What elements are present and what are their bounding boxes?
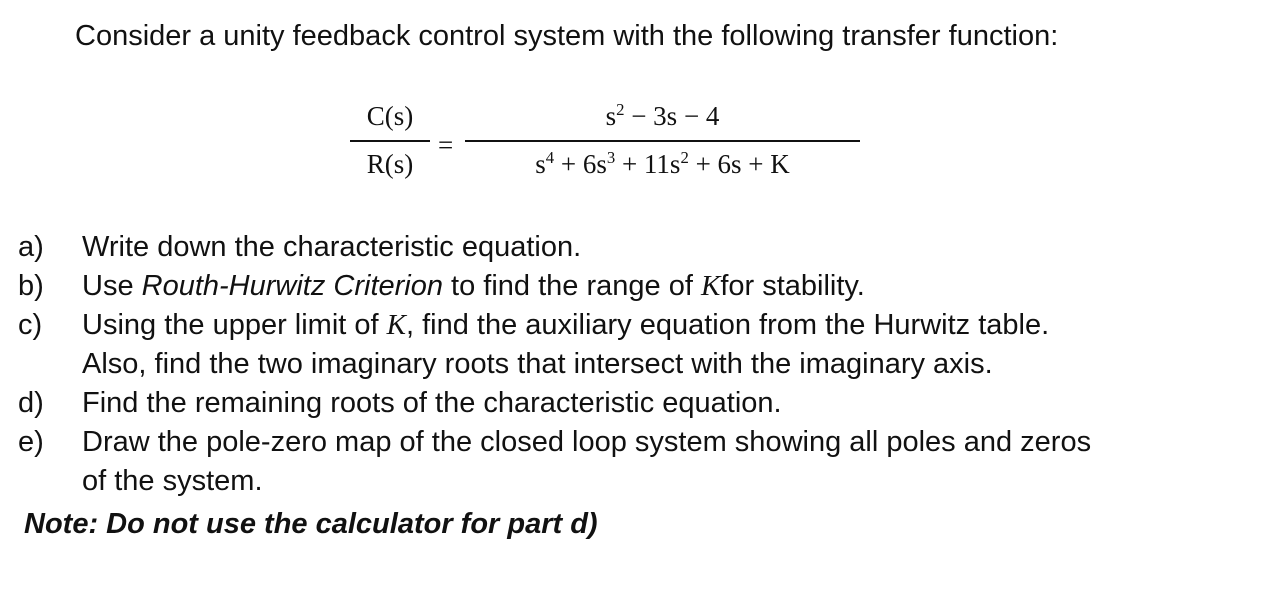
rhs-den-exp-c: 2 <box>680 147 689 167</box>
gain-symbol: K <box>700 270 721 302</box>
lhs-fraction-bar <box>350 140 430 142</box>
transfer-function-equation <box>350 98 870 190</box>
question-d <box>18 384 1091 423</box>
gain-symbol: K <box>386 309 406 341</box>
criterion-name: Routh-Hurwitz Criterion <box>141 270 443 302</box>
intro-text: Consider a unity feedback control system with the following transfer function: <box>75 20 1059 52</box>
question-marker: b) <box>18 270 44 302</box>
rhs-den-term-c: + 11s <box>615 149 681 179</box>
rhs-den-term-a: s <box>535 149 546 179</box>
question-text <box>82 423 1091 501</box>
question-text-pre: Using the upper limit of <box>82 309 387 341</box>
question-marker: c) <box>18 309 43 341</box>
note-text: Note: Do not use the calculator for part d) <box>24 508 598 540</box>
question-e <box>18 423 1091 501</box>
question-text: Write down the characteristic equation. <box>82 231 582 263</box>
lhs-numerator: C(s) <box>366 101 414 131</box>
rhs-den-term-d: + 6s + K <box>688 149 790 179</box>
question-line-1 <box>82 306 1049 345</box>
question-marker: a) <box>18 231 44 263</box>
question-b <box>18 267 1091 306</box>
question-text-post: for stability. <box>720 270 865 302</box>
rhs-den-exp-a: 4 <box>545 147 555 167</box>
lhs-denominator: R(s) <box>366 149 414 179</box>
rhs-num-exp-a: 2 <box>616 99 625 119</box>
rhs-den-exp-b: 3 <box>606 147 616 167</box>
question-marker: e) <box>18 426 44 458</box>
question-text-mid: to find the range of <box>443 270 701 302</box>
rhs-denominator <box>535 146 790 182</box>
question-text-pre: Use <box>82 270 142 302</box>
rhs-numerator <box>606 98 720 134</box>
question-text-post: , find the auxiliary equation from the Hurwitz table. <box>406 309 1050 341</box>
lhs-fraction <box>350 98 430 182</box>
rhs-fraction-bar <box>465 140 860 142</box>
question-a <box>18 228 1091 267</box>
question-line-2: Also, find the two imaginary roots that intersect with the imaginary axis. <box>82 348 993 380</box>
question-text: Find the remaining roots of the characteristic equation. <box>82 387 782 419</box>
question-c <box>18 306 1091 384</box>
question-line-2: of the system. <box>82 465 263 497</box>
question-list <box>18 228 1091 501</box>
equals-sign: = <box>438 130 454 160</box>
rhs-num-term-a: s <box>605 101 617 131</box>
question-text <box>82 267 865 306</box>
rhs-num-term-b: − 3s − 4 <box>624 101 720 131</box>
question-text <box>82 306 1049 384</box>
question-marker: d) <box>18 387 44 419</box>
rhs-den-term-b: + 6s <box>554 149 607 179</box>
rhs-fraction <box>465 98 860 182</box>
question-line-1: Draw the pole-zero map of the closed loop system showing all poles and zeros <box>82 426 1092 458</box>
